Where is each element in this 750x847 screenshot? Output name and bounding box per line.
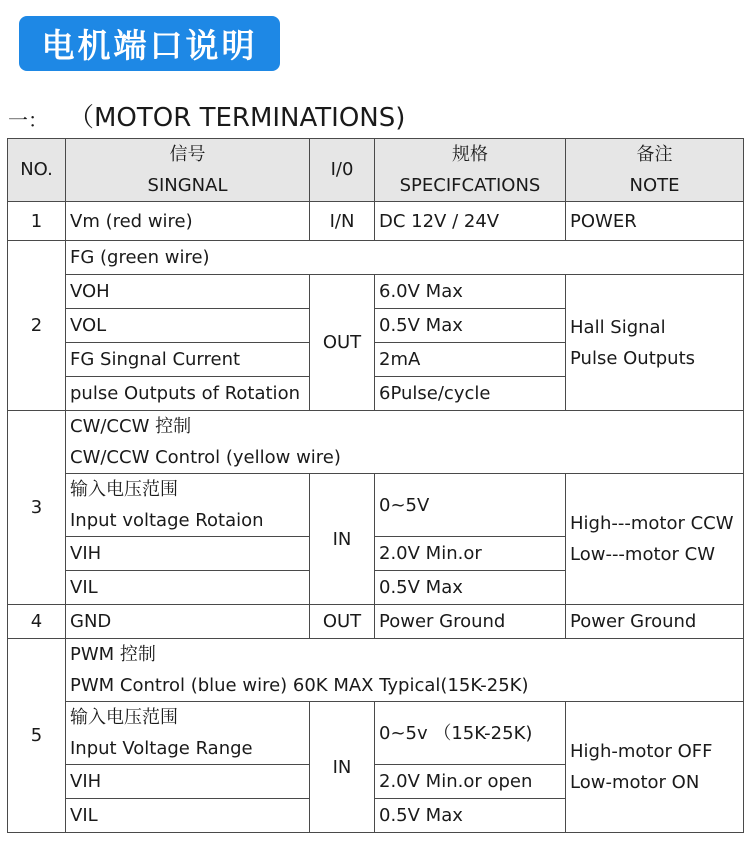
header-signal-cn: 信号 (169, 144, 206, 165)
spec-cell: Power Ground (375, 605, 566, 639)
header-signal (66, 139, 310, 202)
note-line: Low-motor ON (570, 772, 700, 793)
table-row (8, 275, 744, 309)
io-cell: OUT (310, 605, 375, 639)
signal-cell: VOL (66, 309, 310, 343)
header-io: I/0 (310, 139, 375, 202)
row-number: 5 (8, 639, 66, 833)
signal-cell: VIH (66, 537, 310, 571)
signal-cell: VIH (66, 765, 310, 799)
section-heading (8, 97, 405, 134)
table-row (8, 241, 744, 275)
header-spec-cn: 规格 (452, 144, 488, 165)
table-row (8, 474, 744, 537)
note-line: Low---motor CW (570, 544, 716, 565)
row-number: 4 (8, 605, 66, 639)
table-row (8, 639, 744, 702)
table-row (8, 702, 744, 765)
group-title (66, 639, 744, 702)
motor-terminations-table (7, 138, 744, 833)
spec-cell: 0.5V Max (375, 309, 566, 343)
spec-cell: DC 12V / 24V (375, 202, 566, 241)
group-title-en: CW/CCW Control (yellow wire) (70, 447, 341, 468)
note-line: High-motor OFF (570, 741, 713, 762)
io-cell: I/N (310, 202, 375, 241)
signal-cell: VIL (66, 799, 310, 833)
signal-cell: VIL (66, 571, 310, 605)
page-title: 电机端口说明 (19, 16, 280, 71)
range-label-en: Input Voltage Range (70, 738, 253, 759)
row-number: 1 (8, 202, 66, 241)
row-number: 2 (8, 241, 66, 411)
table-header-row (8, 139, 744, 202)
section-number: 一： (8, 108, 48, 132)
signal-cell (66, 474, 310, 537)
spec-cell: 2.0V Min.or open (375, 765, 566, 799)
signal-cell: FG Singnal Current (66, 343, 310, 377)
spec-cell: 2mA (375, 343, 566, 377)
group-title (66, 411, 744, 474)
table-row (8, 411, 744, 474)
section-title: （MOTOR TERMINATIONS) (68, 103, 406, 133)
signal-cell: Vm (red wire) (66, 202, 310, 241)
header-signal-en: SINGNAL (147, 175, 228, 196)
note-cell (566, 702, 744, 833)
header-note (566, 139, 744, 202)
note-line: Hall Signal (570, 316, 666, 338)
signal-cell: VOH (66, 275, 310, 309)
note-cell (566, 275, 744, 411)
header-spec (375, 139, 566, 202)
spec-cell: 0~5v （15K-25K) (375, 702, 566, 765)
range-label-cn: 输入电压范围 (70, 479, 178, 500)
spec-cell: 0.5V Max (375, 571, 566, 605)
spec-cell: 6Pulse/cycle (375, 377, 566, 411)
range-label-cn: 输入电压范围 (70, 707, 178, 728)
signal-cell (66, 702, 310, 765)
spec-cell: 0~5V (375, 474, 566, 537)
group-title-cn: CW/CCW 控制 (70, 416, 192, 437)
group-title-cn: PWM 控制 (70, 644, 156, 665)
note-line: High---motor CCW (570, 513, 734, 534)
range-label-en: Input voltage Rotaion (70, 510, 264, 531)
note-cell: POWER (566, 202, 744, 241)
table-row (8, 605, 744, 639)
row-number: 3 (8, 411, 66, 605)
header-no: NO. (8, 139, 66, 202)
header-note-en: NOTE (629, 175, 680, 196)
io-cell: IN (310, 474, 375, 605)
spec-cell: 0.5V Max (375, 799, 566, 833)
group-title: FG (green wire) (66, 241, 744, 275)
note-cell (566, 474, 744, 605)
io-cell: OUT (310, 275, 375, 411)
table-row (8, 202, 744, 241)
header-spec-en: SPECIFCATIONS (399, 175, 541, 196)
signal-cell: pulse Outputs of Rotation (66, 377, 310, 411)
header-note-cn: 备注 (636, 144, 673, 165)
group-title-en: PWM Control (blue wire) 60K MAX Typical(15K-25K) (70, 675, 529, 696)
note-line: Pulse Outputs (570, 347, 696, 369)
io-cell: IN (310, 702, 375, 833)
spec-cell: 2.0V Min.or (375, 537, 566, 571)
note-cell: Power Ground (566, 605, 744, 639)
spec-cell: 6.0V Max (375, 275, 566, 309)
signal-cell: GND (66, 605, 310, 639)
